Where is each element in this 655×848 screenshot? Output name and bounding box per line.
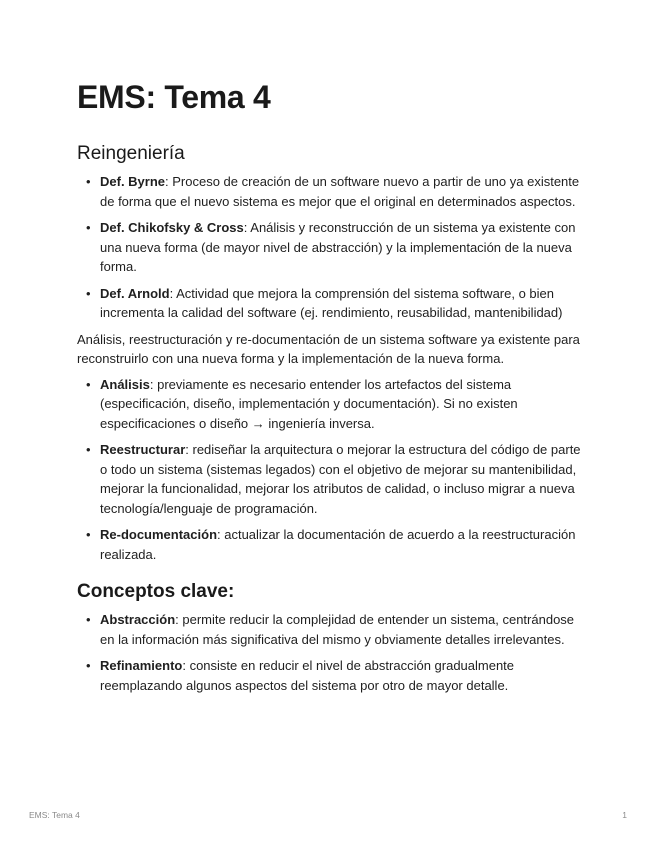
document-page [77,78,581,702]
term: Análisis [100,376,150,392]
description: : actualizar la documentación de acuerdo a la reestructuración realizada. [100,527,576,562]
definitions-list [77,172,581,323]
term: Reestructurar [100,442,186,457]
bullet-icon: • [86,285,91,301]
description: : permite reducir la complejidad de entender un sistema, centrándose en la información más significativa del mismo y obviamente detalles irrelevantes. [100,612,575,647]
term: Refinamiento [100,658,183,673]
list-item [86,284,581,323]
list-item [86,440,581,518]
term: Def. Arnold [100,285,170,301]
list-item [86,218,581,277]
list-item [86,525,581,564]
list-item [86,656,581,695]
list-item [86,375,581,434]
page-number: 1 [622,810,627,820]
bullet-icon: • [86,220,91,235]
list-item [86,610,581,649]
bullet-icon: • [86,527,91,542]
description: : rediseñar la arquitectura o mejorar la estructura del código de parte o todo un sistema (sistemas legados) con el objetivo de mejorar su mantenibilidad, mejorar la funcionalidad, mejorar los atributos de calidad, o incluso migrar a nueva tecnología/lenguaje de programación. [100,442,581,516]
bullet-icon: • [86,612,91,627]
phases-list [77,375,581,565]
bullet-icon: • [86,442,91,457]
term: Re-documentación [100,527,218,542]
page-title: EMS: Tema 4 [77,79,271,115]
bullet-icon: • [86,658,91,673]
bullet-icon: • [86,174,91,189]
section-heading-conceptos-clave: Conceptos clave: [77,581,235,602]
concepts-list [77,610,581,695]
description: : Proceso de creación de un software nuevo a partir de uno ya existente de forma que el nuevo sistema es mejor que el original en determinados aspectos. [100,174,580,209]
description: : Análisis y reconstrucción de un sistema ya existente con una nueva forma (de mayor nivel de abstracción) y la implementación de la nueva forma. [100,220,576,274]
description: : consiste en reducir el nivel de abstracción gradualmente reemplazando algunos aspectos del sistema por otro de mayor detalle. [100,658,515,693]
section-heading-reingenieria: Reingeniería [77,143,185,164]
description: : Actividad que mejora la comprensión del sistema software, o bien incrementa la calidad del software (ej. rendimiento, reusabilidad, mantenibilidad) [100,285,563,320]
summary-paragraph: Análisis, reestructuración y re-documentación de un sistema software ya existente para reconstruirlo con una nueva forma y la implementación de la nueva forma. [77,331,580,366]
list-item [86,172,581,211]
description: : previamente es necesario entender los artefactos del sistema (especificación, diseño, implementación y documentación). Si no existen especificaciones o diseño → ingeniería inversa. [100,376,518,431]
term: Abstracción [100,612,176,627]
bullet-icon: • [86,376,91,392]
footer-title: EMS: Tema 4 [29,810,80,820]
term: Def. Chikofsky & Cross [100,220,244,235]
term: Def. Byrne [100,174,166,189]
